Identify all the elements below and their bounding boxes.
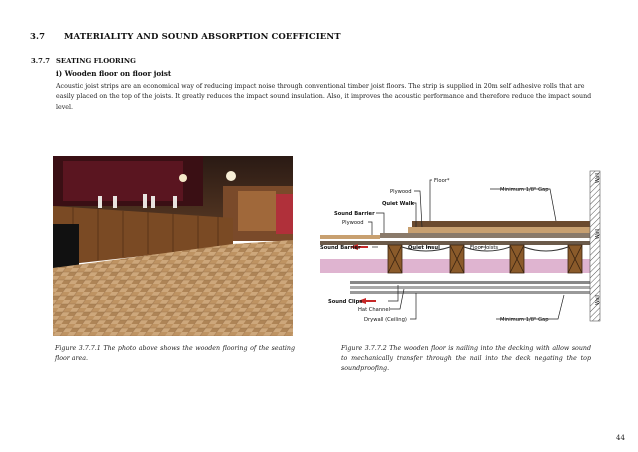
label-floor-joists: Floor Joists [470, 245, 499, 251]
subsection-number: 3.7.7 [31, 57, 50, 65]
label-gap-bottom: Minimum 1/8" Gap [500, 317, 549, 323]
label-wall-bottom: Wall [596, 294, 601, 305]
figure1-caption: Figure 3.7.7.1 The photo above shows the wooden flooring of the seating floor area. [55, 345, 295, 362]
label-sound-clips: Sound Clips [328, 299, 363, 305]
label-floor: Floor* [434, 178, 450, 184]
section-number: 3.7 [30, 32, 46, 42]
label-plywood-top: Plywood [390, 189, 412, 195]
page-number: 44 [616, 434, 625, 442]
subsection-title: SEATING FLOORING [56, 57, 136, 65]
label-quiet-insul: Quiet Insul [408, 245, 440, 251]
label-plywood-left: Plywood [342, 220, 364, 226]
label-sound-barrier-left: Sound Barrier [320, 245, 361, 251]
body-paragraph: Acoustic joist strips are an economical way of reducing impact noise through conventional timber joist floors. The strip is supplied in 20m self adhesive rolls that are easily placed on the top of the joists. It greatly reduces the impact sound insulation. Also, it improves the acoustic performance and therefore reduce the impact sound level. [56, 83, 592, 111]
label-hat-channel: Hat Channel [358, 307, 391, 313]
wooden-floor-photo [53, 156, 293, 336]
label-drywall: Drywall (Ceiling) [364, 317, 407, 323]
label-gap-top: Minimum 1/8" Gap [500, 187, 549, 193]
label-quiet-walk: Quiet Walk [382, 201, 414, 207]
label-wall-top: Wall [596, 172, 601, 183]
figure2-caption: Figure 3.7.7.2 The wooden floor is nailing into the decking with allow sound to mechanically transfer through the nail into the deck negating the top soundproofing. [341, 345, 591, 372]
floor-section-diagram [320, 163, 604, 333]
section-title: MATERIALITY AND SOUND ABSORPTION COEFFICIENT [64, 32, 341, 42]
label-wall-mid: Wall [596, 228, 601, 239]
label-sound-barrier-top: Sound Barrier [334, 211, 375, 217]
subheading: i) Wooden floor on floor joist [56, 69, 172, 78]
